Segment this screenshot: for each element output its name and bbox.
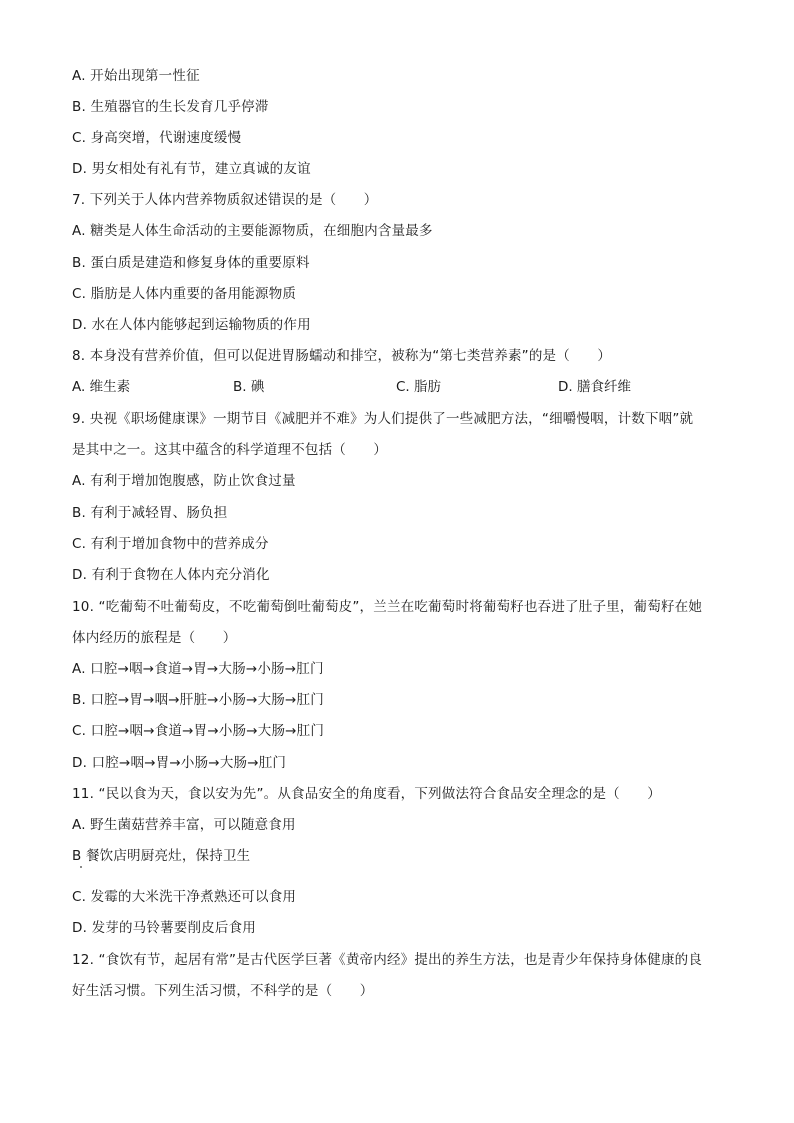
- q10-stem-line2: 体内经历的旅程是（ ）: [72, 630, 237, 646]
- q8-option-a: A. 维生素: [72, 379, 131, 395]
- q6-option-a: A. 开始出现第一性征: [72, 68, 200, 84]
- q6-option-d: D. 男女相处有礼有节，建立真诚的友谊: [72, 161, 311, 177]
- q6-option-c: C. 身高突增，代谢速度缓慢: [72, 130, 242, 146]
- q7-option-d: D. 水在人体内能够起到运输物质的作用: [72, 317, 311, 333]
- q9-option-d: D. 有利于食物在人体内充分消化: [72, 567, 270, 583]
- q12-stem-line1: 12. “食饮有节，起居有常”是古代医学巨著《黄帝内经》提出的养生方法，也是青少年保持身体健康的良: [72, 952, 703, 968]
- q8-option-c: C. 脂肪: [396, 379, 442, 395]
- q11-option-b: B 餐饮店明厨亮灶，保持卫生: [72, 848, 251, 864]
- q11-stem: 11. “民以食为天，食以安为先”。从食品安全的角度看，下列做法符合食品安全理念的是（ ）: [72, 786, 661, 802]
- q8-option-b: B. 碘: [233, 379, 265, 395]
- q10-option-a: A. 口腔→咽→食道→胃→大肠→小肠→肛门: [72, 661, 324, 677]
- q11-option-a: A. 野生菌菇营养丰富，可以随意食用: [72, 817, 296, 833]
- q10-option-b: B. 口腔→胃→咽→肝脏→小肠→大肠→肛门: [72, 692, 324, 708]
- q11-option-d: D. 发芽的马铃薯要削皮后食用: [72, 920, 256, 936]
- q11-option-c: C. 发霉的大米洗干净煮熟还可以食用: [72, 889, 297, 905]
- q7-option-b: B. 蛋白质是建造和修复身体的重要原料: [72, 255, 310, 271]
- q6-option-b: B. 生殖器官的生长发育几乎停滞: [72, 99, 269, 115]
- q7-stem: 7. 下列关于人体内营养物质叙述错误的是（ ）: [72, 192, 378, 208]
- q10-option-c: C. 口腔→咽→食道→胃→小肠→大肠→肛门: [72, 723, 325, 739]
- q8-stem: 8. 本身没有营养价值，但可以促进胃肠蠕动和排空，被称为“第七类营养素”的是（ ）: [72, 348, 612, 364]
- q8-option-d: D. 膳食纤维: [558, 379, 631, 395]
- q9-stem-line2: 是其中之一。这其中蕴含的科学道理不包括（ ）: [72, 442, 388, 458]
- q7-option-a: A. 糖类是人体生命活动的主要能源物质，在细胞内含量最多: [72, 223, 433, 239]
- q9-stem-line1: 9. 央视《职场健康课》一期节目《减肥并不难》为人们提供了一些减肥方法，“细嚼慢咽，计数下咽”就: [72, 411, 694, 427]
- q10-option-d: D. 口腔→咽→胃→小肠→大肠→肛门: [72, 755, 287, 771]
- q9-option-c: C. 有利于增加食物中的营养成分: [72, 536, 269, 552]
- q9-option-a: A. 有利于增加饱腹感，防止饮食过量: [72, 473, 296, 489]
- q9-option-b: B. 有利于减轻胃、肠负担: [72, 505, 228, 521]
- stray-dot-mark: [80, 866, 82, 868]
- q10-stem-line1: 10. “吃葡萄不吐葡萄皮，不吃葡萄倒吐葡萄皮”，兰兰在吃葡萄时将葡萄籽也吞进了肚子里，葡萄籽在她: [72, 599, 703, 615]
- q7-option-c: C. 脂肪是人体内重要的备用能源物质: [72, 286, 297, 302]
- q12-stem-line2: 好生活习惯。下列生活习惯，不科学的是（ ）: [72, 983, 374, 999]
